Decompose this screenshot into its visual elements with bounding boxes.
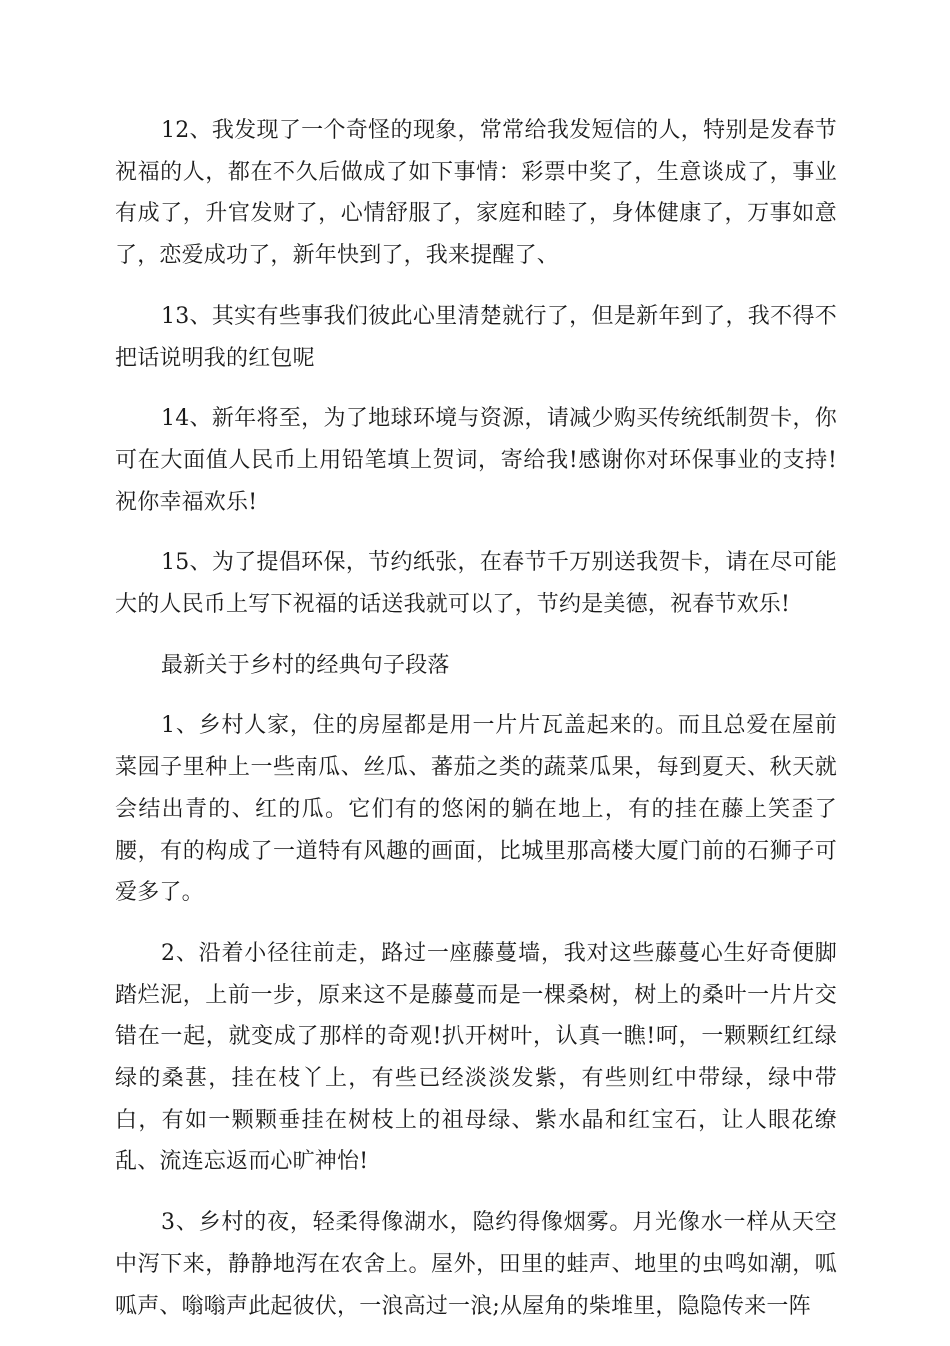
paragraph-15: 15、为了提倡环保，节约纸张，在春节千万别送我贺卡，请在尽可能大的人民币上写下祝福的话送我就可以了，节约是美德，祝春节欢乐!	[115, 550, 837, 618]
paragraph-13: 13、其实有些事我们彼此心里清楚就行了，但是新年到了，我不得不把话说明我的红包呢	[115, 303, 837, 371]
paragraph-12: 12、我发现了一个奇怪的现象，常常给我发短信的人，特别是发春节祝福的人，都在不久后做成了如下事情：彩票中奖了，生意谈成了，事业有成了，升官发财了，心情舒服了，家庭和睦了，身体健康了，万事如意了，恋爱成功了，新年快到了，我来提醒了、	[115, 118, 837, 269]
section-heading: 最新关于乡村的经典句子段落	[161, 652, 450, 678]
paragraph-rural-2: 2、沿着小径往前走，路过一座藤蔓墙，我对这些藤蔓心生好奇便脚踏烂泥，上前一步，原来这不是藤蔓而是一棵桑树，树上的桑叶一片片交错在一起，就变成了那样的奇观!扒开树叶，认真一瞧!呵，一颗颗红红绿绿的桑葚，挂在枝丫上，有些已经淡淡发紫，有些则红中带绿，绿中带白，有如一颗颗垂挂在树枝上的祖母绿、紫水晶和红宝石，让人眼花缭乱、流连忘返而心旷神怡!	[115, 940, 837, 1175]
paragraph-rural-1: 1、乡村人家，住的房屋都是用一片片瓦盖起来的。而且总爱在屋前菜园子里种上一些南瓜、丝瓜、蕃茄之类的蔬菜瓜果，每到夏天、秋天就会结出青的、红的瓜。它们有的悠闲的躺在地上，有的挂在藤上笑歪了腰，有的构成了一道特有风趣的画面，比城里那高楼大厦门前的石狮子可爱多了。	[115, 713, 837, 906]
paragraph-14: 14、新年将至，为了地球环境与资源，请减少购买传统纸制贺卡，你可在大面值人民币上用铅笔填上贺词，寄给我!感谢你对环保事业的支持!祝你幸福欢乐!	[115, 406, 837, 515]
paragraph-rural-3: 3、乡村的夜，轻柔得像湖水，隐约得像烟雾。月光像水一样从天空中泻下来，静静地泻在农舍上。屋外，田里的蛙声、地里的虫鸣如潮，呱呱声、嗡嗡声此起彼伏，一浪高过一浪;从屋角的柴堆里，隐隐传来一阵	[115, 1210, 837, 1319]
document-body	[115, 110, 837, 1346]
